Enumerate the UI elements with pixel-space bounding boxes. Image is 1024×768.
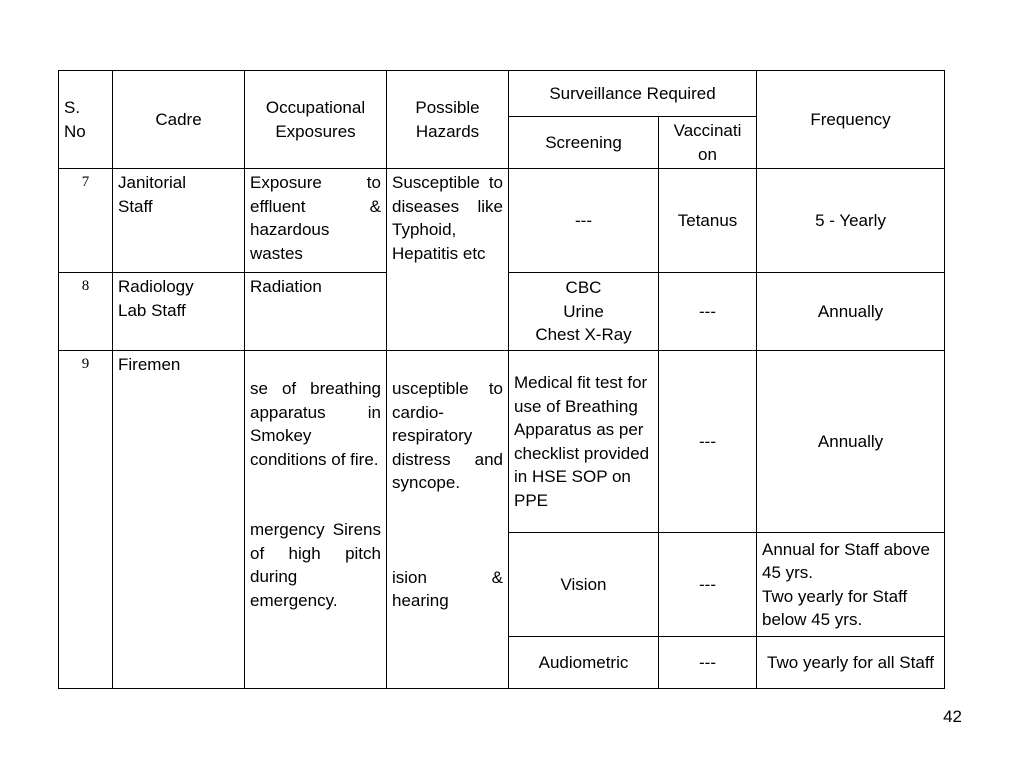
- row-cadre: Firemen: [113, 351, 245, 689]
- row-screening: Medical fit test for use of Breathing Apparatus as per checklist provided in HSE SOP on PPE: [509, 351, 659, 533]
- row-frequency: Annually: [757, 351, 945, 533]
- table-row: [59, 169, 945, 273]
- row-exposures-cell: [245, 351, 387, 689]
- spacer: [250, 471, 381, 518]
- row-vaccination: ---: [659, 351, 757, 533]
- row-vaccination: ---: [659, 533, 757, 637]
- row-frequency: Two yearly for all Staff: [757, 637, 945, 689]
- header-screening: Screening: [509, 117, 659, 169]
- row-sno: 9: [59, 351, 113, 689]
- row-frequency: Annually: [757, 273, 945, 351]
- row-frequency: 5 - Yearly: [757, 169, 945, 273]
- row-screening: ---: [509, 169, 659, 273]
- row-exposures: Exposure to effluent & hazardous wastes: [245, 169, 387, 273]
- table-row: [59, 351, 945, 533]
- header-surveillance-required: Surveillance Required: [509, 71, 757, 117]
- row-exposures: Radiation: [245, 273, 387, 351]
- row-hazards: ision & hearing: [392, 567, 503, 610]
- row-hazards: usceptible to cardio-respiratory distress and syncope.: [392, 379, 503, 492]
- row-exposures: se of breathing apparatus in Smokey conditions of fire.: [250, 379, 381, 469]
- header-exposures: Occupational Exposures: [245, 71, 387, 169]
- row-exposures: mergency Sirens of high pitch during emergency.: [250, 520, 381, 610]
- row-screening: CBC Urine Chest X-Ray: [509, 273, 659, 351]
- row-sno: 7: [59, 169, 113, 273]
- header-vaccination: Vaccinati on: [659, 117, 757, 169]
- row-screening: Audiometric: [509, 637, 659, 689]
- row-sno: 8: [59, 273, 113, 351]
- row-screening: Vision: [509, 533, 659, 637]
- header-hazards: Possible Hazards: [387, 71, 509, 169]
- header-cadre: Cadre: [113, 71, 245, 169]
- header-frequency: Frequency: [757, 71, 945, 169]
- row-cadre: Radiology Lab Staff: [113, 273, 245, 351]
- row-frequency: Annual for Staff above 45 yrs. Two yearly for Staff below 45 yrs.: [757, 533, 945, 637]
- header-sno: S. No: [59, 71, 113, 169]
- row-vaccination: ---: [659, 273, 757, 351]
- spacer: [392, 495, 503, 566]
- row-hazards-cell: [387, 351, 509, 689]
- row-hazards: Susceptible to diseases like Typhoid, Hepatitis etc: [387, 169, 509, 351]
- row-vaccination: ---: [659, 637, 757, 689]
- row-vaccination: Tetanus: [659, 169, 757, 273]
- row-cadre: Janitorial Staff: [113, 169, 245, 273]
- surveillance-table: [58, 70, 945, 689]
- page-number: 42: [943, 707, 962, 726]
